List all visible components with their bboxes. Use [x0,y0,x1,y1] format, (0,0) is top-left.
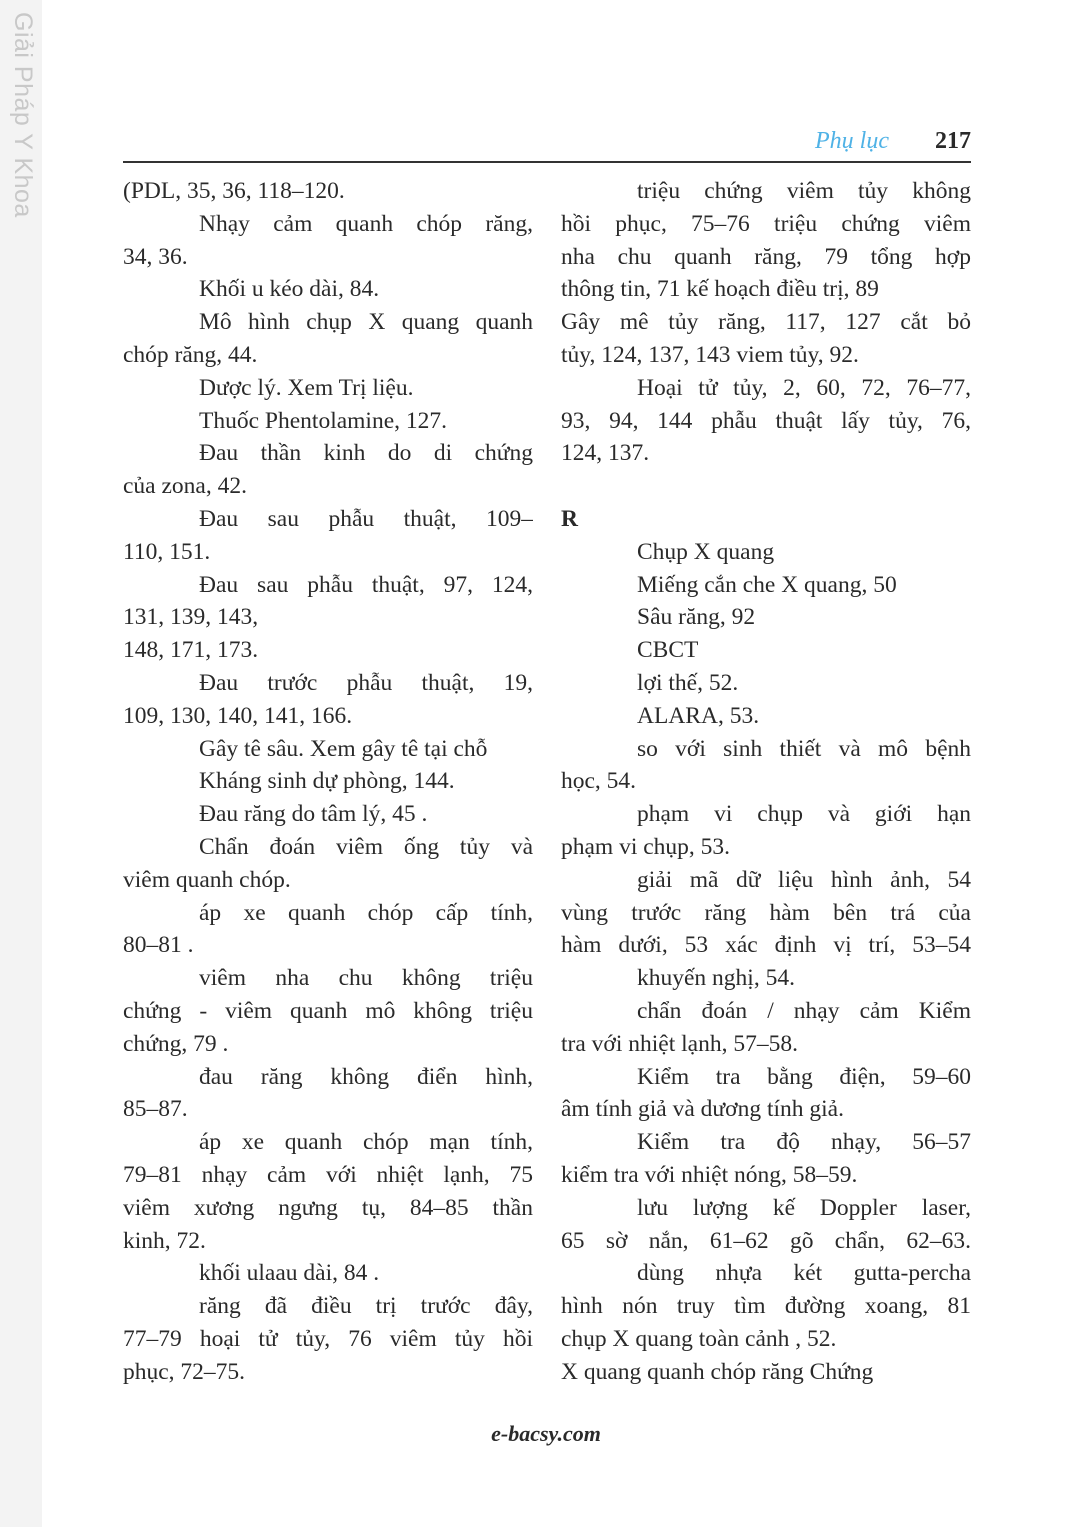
index-entry: khối ulaau dài, 84 . [199,1260,380,1287]
index-line: hình nón truy tìm đường xoang, 81 [561,1293,971,1320]
index-line: 109, 130, 140, 141, 166. [123,702,353,729]
index-entry: dùng nhựa két gutta-percha [637,1260,971,1287]
index-entry: so với sinh thiết và mô bệnh [637,735,971,762]
index-entry: răng đã điều trị trước đây, [199,1293,533,1320]
index-line: 93, 94, 144 phẫu thuật lấy tủy, 76, [561,407,971,434]
footer-site: e-bacsy.com [491,1421,601,1446]
index-entry: Đau trước phẫu thuật, 19, [199,669,533,696]
index-entry: lưu lượng kế Doppler laser, [637,1194,971,1221]
index-entry: lợi thế, 52. [637,669,739,696]
side-strip [0,0,42,1527]
index-line: viêm xương ngưng tụ, 84–85 thần [123,1194,533,1221]
index-line: kinh, 72. [123,1227,206,1254]
index-entry: Kháng sinh dự phòng, 144. [199,768,455,795]
index-line: hồi phục, 75–76 triệu chứng viêm [561,210,971,237]
index-line: của zona, 42. [123,473,247,500]
blank-line [561,470,971,503]
index-entry: Khối u kéo dài, 84. [199,276,380,303]
index-line: nha chu quanh răng, 79 tổng hợp [561,243,971,270]
index-entry: áp xe quanh chóp cấp tính, [199,899,533,926]
index-line: phạm vi chụp, 53. [561,833,731,860]
index-line: 79–81 nhạy cảm với nhiệt lạnh, 75 [123,1161,533,1188]
index-entry: Đau sau phẫu thuật, 97, 124, [199,571,533,598]
index-line: hàm dưới, 53 xác định vị trí, 53–54 [561,932,971,959]
index-line: chóp răng, 44. [123,341,258,368]
index-line: chụp X quang toàn cảnh , 52. [561,1325,837,1352]
index-line: 77–79 hoại tử tủy, 76 viêm tủy hồi [123,1325,533,1352]
index-entry: viêm nha chu không triệu [199,965,533,992]
index-line: phục, 72–75. [123,1358,246,1385]
index-entry: áp xe quanh chóp mạn tính, [199,1129,533,1156]
index-line: (PDL, 35, 36, 118–120. [123,178,345,204]
header-rule [123,161,971,163]
index-line: kiểm tra với nhiệt nóng, 58–59. [561,1161,858,1188]
index-line: viêm quanh chóp. [123,866,291,893]
book-title-vertical: Giải Pháp Y Khoa [9,12,37,218]
index-line: vùng trước răng hàm bên trá của [561,899,971,926]
index-entry: Sâu răng, 92 [637,604,756,631]
index-entry: Gây tê sâu. Xem gây tê tại chỗ [199,735,488,762]
index-entry: Mô hình chụp X quang quanh [199,309,533,336]
index-column-left [123,175,533,1388]
index-columns [123,175,971,1388]
index-line: 65 sờ nắn, 61–62 gõ chẩn, 62–63. [561,1227,971,1254]
index-column-right [561,175,971,1388]
index-line: X quang quanh chóp răng Chứng [561,1358,874,1385]
index-line: 148, 171, 173. [123,637,259,664]
index-entry: Đau răng do tâm lý, 45 . [199,801,428,828]
index-entry: khuyến nghị, 54. [637,965,795,992]
page-number: 217 [935,128,971,154]
index-line: 80–81 . [123,932,194,959]
index-entry: Đau thần kinh do di chứng [199,440,533,467]
index-entry: Thuốc Phentolamine, 127. [199,407,448,434]
index-entry: Đau sau phẫu thuật, 109– [199,505,533,532]
index-entry: CBCT [637,637,699,664]
index-line: tra với nhiệt lạnh, 57–58. [561,1030,798,1057]
index-line: tủy, 124, 137, 143 viem tủy, 92. [561,341,859,368]
index-line: học, 54. [561,768,637,795]
page-header [123,126,971,162]
index-line: 85–87. [123,1096,188,1123]
index-entry: Chụp X quang [637,538,775,565]
index-entry: Kiểm tra bằng điện, 59–60 [637,1063,971,1090]
index-entry: giải mã dữ liệu hình ảnh, 54 [637,866,971,893]
index-line: chứng - viêm quanh mô không triệu [123,997,533,1024]
index-line: 34, 36. [123,243,188,270]
index-entry: ALARA, 53. [637,702,760,729]
index-line: âm tính giả và dương tính giả. [561,1096,844,1123]
index-line: 131, 139, 143, [123,604,259,631]
index-entry: Dược lý. Xem Trị liệu. [199,374,414,401]
index-entry: triệu chứng viêm tủy không [637,178,971,204]
index-entry: Kiểm tra độ nhạy, 56–57 [637,1129,971,1156]
index-entry: Nhạy cảm quanh chóp răng, [199,210,533,237]
section-name: Phụ lục [815,128,889,154]
index-line: chứng, 79 . [123,1030,229,1057]
index-entry: Chẩn đoán viêm ống tủy và [199,833,533,860]
index-line: Gây mê tủy răng, 117, 127 cắt bỏ [561,309,971,336]
index-entry: phạm vi chụp và giới hạn [637,801,971,828]
index-entry: Miếng cắn che X quang, 50 [637,571,897,598]
index-entry: chẩn đoán / nhạy cảm Kiểm [637,997,971,1024]
index-letter-heading: R [561,505,578,532]
index-entry: đau răng không điển hình, [199,1063,533,1090]
index-entry: Hoại tử tủy, 2, 60, 72, 76–77, [637,374,971,401]
index-line: 110, 151. [123,538,211,565]
index-line: 124, 137. [561,440,650,467]
index-line: thông tin, 71 kế hoạch điều trị, 89 [561,276,879,303]
